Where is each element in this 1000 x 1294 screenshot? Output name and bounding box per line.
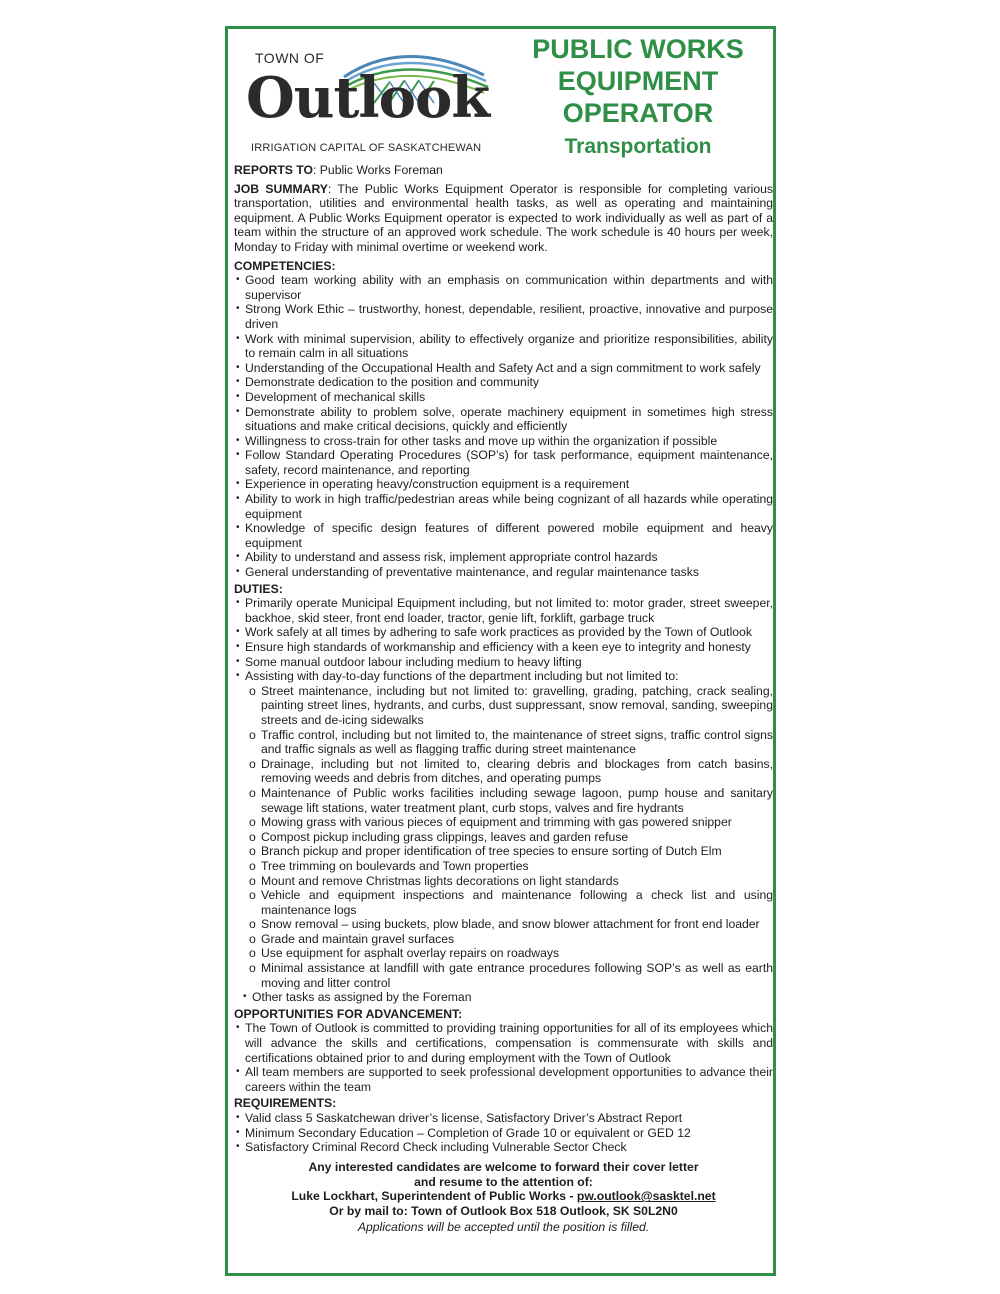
sub-list-item: o Street maintenance, including but not limited to: gravelling, grading, patching, crack sealing, painting street lines, hydrants, and curbs, dust suppressant, snow removal, sanding, sweeping streets and de-icing sidewalks [234, 684, 773, 728]
list-item: • Development of mechanical skills [234, 390, 773, 405]
job-title-line: PUBLIC WORKS [532, 34, 744, 64]
list-item: • The Town of Outlook is committed to providing training opportunities for all of its employees which will advance the skills and certifications, compensation is commensurate with skills and certifications obtained prior to and during employment with the Town of Outlook [234, 1021, 773, 1065]
list-item: • Primarily operate Municipal Equipment including, but not limited to: motor grader, street sweeper, backhoe, skid steer, front end loader, tractor, genie lift, forklift, garbage truck [234, 596, 773, 625]
sub-list-item: o Mount and remove Christmas lights decorations on light standards [234, 874, 773, 889]
application-instructions [234, 1160, 773, 1219]
reports-to-label: REPORTS TO [234, 163, 314, 177]
duties-list [234, 596, 773, 684]
list-item: • Satisfactory Criminal Record Check including Vulnerable Sector Check [234, 1140, 773, 1155]
job-department: Transportation [564, 135, 712, 158]
sub-list-item: o Grade and maintain gravel surfaces [234, 932, 773, 947]
section-heading-duties: DUTIES: [234, 581, 283, 596]
reports-to-value: : Public Works Foreman [313, 163, 443, 177]
list-item: • Other tasks as assigned by the Foreman [234, 990, 773, 1005]
sub-list-item: o Minimal assistance at landfill with gate entrance procedures following SOP’s as well as earth moving and litter control [234, 961, 773, 990]
job-summary-text: : The Public Works Equipment Operator is responsible for completing various transportation, utilities and environmental health tasks, as well as operating and maintaining equipment. A Public Works Equipment operator is expected to work individually as well as part of a team within the structure of an approved work schedule. The work schedule is 40 hours per week, Monday to Friday with minimal overtime or weekend work. [234, 181, 773, 254]
list-item: • Good team working ability with an emphasis on communication within departments and with supervisor [234, 273, 773, 302]
list-item: • Experience in operating heavy/construction equipment is a requirement [234, 477, 773, 492]
job-title-block [513, 33, 763, 162]
list-item: • Valid class 5 Saskatchewan driver’s license, Satisfactory Driver’s Abstract Report [234, 1111, 773, 1126]
logo-wordmark: Outlook [246, 65, 490, 131]
list-item: • Demonstrate dedication to the position and community [234, 375, 773, 390]
section-heading-advancement: OPPORTUNITIES FOR ADVANCEMENT: [234, 1006, 463, 1021]
sub-list-item: o Snow removal – using buckets, plow blade, and snow blower attachment for front end loader [234, 917, 773, 932]
list-item: • Assisting with day-to-day functions of the department including but not limited to: [234, 669, 773, 684]
sub-list-item: o Compost pickup including grass clippings, leaves and garden refuse [234, 830, 773, 845]
logo-town-of: TOWN OF [255, 50, 325, 66]
list-item: • Ability to understand and assess risk, implement appropriate control hazards [234, 550, 773, 565]
list-item: • All team members are supported to seek professional development opportunities to advance their careers within the team [234, 1065, 773, 1094]
sub-list-item: o Use equipment for asphalt overlay repairs on roadways [234, 946, 773, 961]
contact-name: Luke Lockhart, Superintendent of Public Works - [291, 1189, 577, 1204]
sub-list-item: o Mowing grass with various pieces of equipment and trimming with gas powered snipper [234, 815, 773, 830]
competencies-list [234, 273, 773, 579]
list-item: • Strong Work Ethic – trustworthy, honest, dependable, resilient, proactive, innovative and purpose driven [234, 302, 773, 331]
reports-to [234, 163, 773, 178]
sub-list-item: o Branch pickup and proper identification of tree species to ensure sorting of Dutch Elm [234, 844, 773, 859]
list-item: • Follow Standard Operating Procedures (SOP’s) for task performance, equipment maintenance, safety, record maintenance, and reporting [234, 448, 773, 477]
sub-list-item: o Maintenance of Public works facilities including sewage lagoon, pump house and sanitary sewage lift stations, water treatment plant, curb stops, valves and fire hydrants [234, 786, 773, 815]
advancement-list [234, 1021, 773, 1094]
duties-other-list [234, 990, 773, 1005]
closing-line: and resume to the attention of: [414, 1174, 593, 1189]
posting-body [234, 163, 773, 1235]
job-title-line: EQUIPMENT [557, 66, 719, 96]
deadline-note: Applications will be accepted until the position is filled. [357, 1219, 650, 1234]
list-item: • Work safely at all times by adhering to safe work practices as provided by the Town of Outlook [234, 625, 773, 640]
section-heading-competencies: COMPETENCIES: [234, 258, 336, 273]
logo-tagline: IRRIGATION CAPITAL OF SASKATCHEWAN [251, 142, 482, 154]
list-item: • General understanding of preventative maintenance, and regular maintenance tasks [234, 565, 773, 580]
job-summary-label: JOB SUMMARY [234, 181, 328, 196]
sub-list-item: o Tree trimming on boulevards and Town properties [234, 859, 773, 874]
list-item: • Demonstrate ability to problem solve, operate machinery equipment in sometimes high stress situations and make critical decisions, quickly and efficiently [234, 405, 773, 434]
list-item: • Work with minimal supervision, ability to effectively organize and prioritize responsibilities, ability to remain calm in all situations [234, 332, 773, 361]
section-heading-requirements: REQUIREMENTS: [234, 1096, 337, 1111]
job-summary [234, 182, 773, 255]
list-item: • Willingness to cross-train for other tasks and move up within the organization if possible [234, 434, 773, 449]
sub-list-item: o Traffic control, including but not limited to, the maintenance of street signs, traffic control signs and traffic signals as well as flagging traffic during street maintenance [234, 728, 773, 757]
list-item: • Minimum Secondary Education – Completion of Grade 10 or equivalent or GED 12 [234, 1126, 773, 1141]
mailing-address: Or by mail to: Town of Outlook Box 518 Outlook, SK S0L2N0 [329, 1204, 678, 1219]
job-title-line: OPERATOR [562, 98, 714, 128]
sub-list-item: o Drainage, including but not limited to, clearing debris and blockages from catch basins, removing weeds and debris from ditches, and operating pumps [234, 757, 773, 786]
town-logo [239, 45, 499, 165]
job-posting-frame [225, 26, 776, 1276]
list-item: • Some manual outdoor labour including medium to heavy lifting [234, 655, 773, 670]
contact-email-link[interactable]: pw.outlook@sasktel.net [576, 1189, 716, 1204]
list-item: • Ensure high standards of workmanship and efficiency with a keen eye to integrity and honesty [234, 640, 773, 655]
sub-list-item: o Vehicle and equipment inspections and maintenance following a check list and using maintenance logs [234, 888, 773, 917]
list-item: • Ability to work in high traffic/pedestrian areas while being cognizant of all hazards while operating equipment [234, 492, 773, 521]
contact-line [234, 1189, 773, 1204]
duties-sub-list [234, 684, 773, 990]
closing-line: Any interested candidates are welcome to forward their cover letter [308, 1159, 699, 1174]
list-item: • Understanding of the Occupational Health and Safety Act and a sign commitment to work safely [234, 361, 773, 376]
requirements-list [234, 1111, 773, 1155]
list-item: • Knowledge of specific design features of different powered mobile equipment and heavy equipment [234, 521, 773, 550]
